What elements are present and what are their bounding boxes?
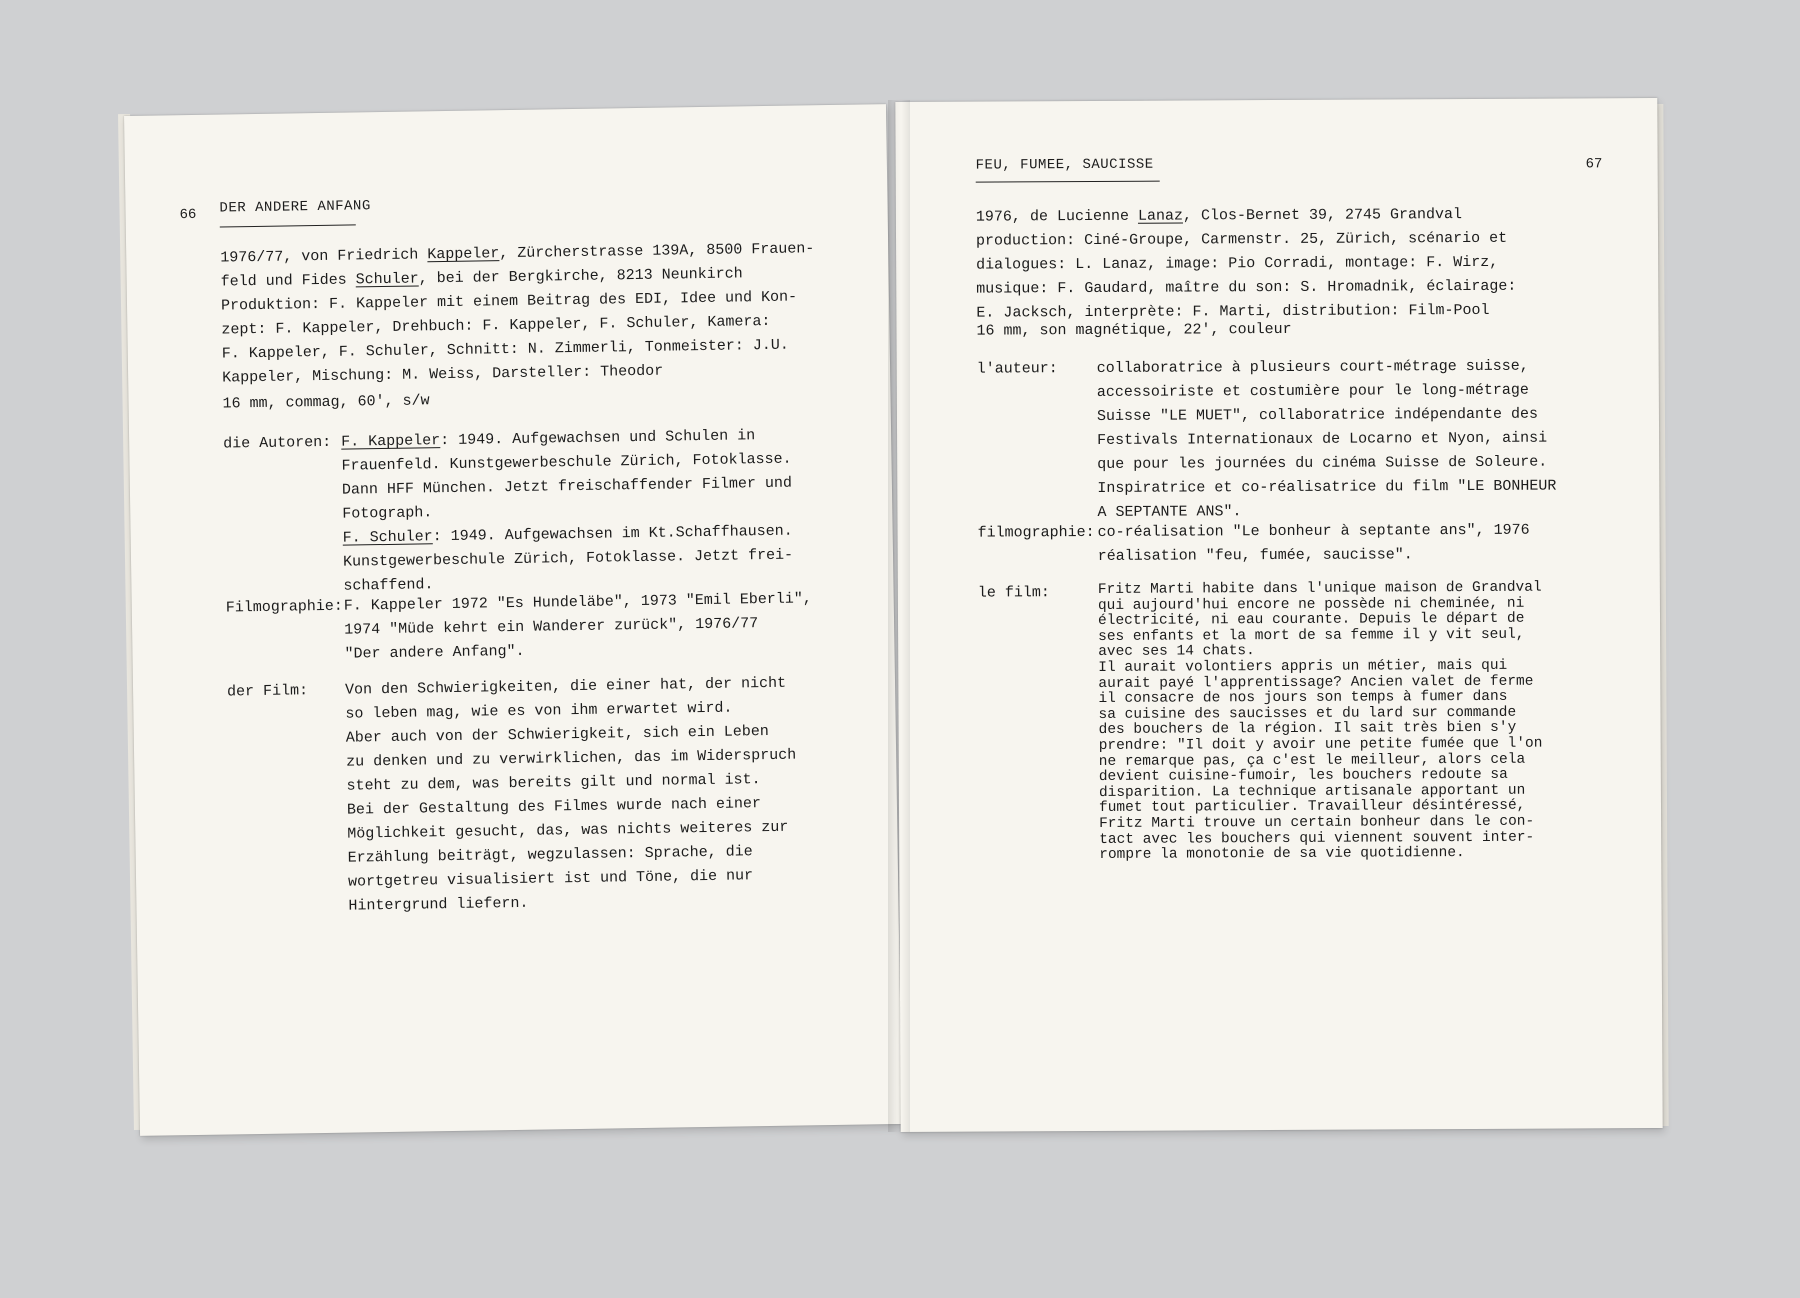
author-bio: : 1949. Aufgewachsen im Kt.Schaffhausen. Kunstgewerbeschule Zürich, Fotoklasse. Jetzt frei- schaffend. [342,522,794,595]
running-head: FEU, FUMEE, SAUCISSE [975,156,1154,174]
author-text: collaboratrice à plusieurs court-métrage suisse, accessoiriste et costumière pour le long-métrage Suisse "LE MUET", collaboratrice indépendante des Festivals Internationaux de Locarno et Nyon, ainsi que pour les journées du cinéma Suisse de Soleure. Inspiratrice et co-réalisatrice du film "LE BONHEUR A SEPTANTE ANS". [1096,357,1557,521]
intro-text: , Clos-Bernet 39, 2745 Grandval production: Ciné-Groupe, Carmenstr. 25, Zürich, scénario et dialogues: L. Lanaz, image: Pio Corradi, montage: F. Wirz, musique: F. Gaudard, maître du son: S. Hromadnik, éclairage: E. Jacksch, interprète: F. Marti, distribution: Film-Pool [975,206,1517,322]
film-text: Fritz Marti habite dans l'unique maison de Grandval qui aujourd'hui encore ne possède ni cheminée, ni électricité, ni eau courante. Depuis le départ de ses enfants et la mort de sa femme il y vit seul, avec ses 14 chats. Il aurait volontiers appris un métier, mais qui aurait payé l'apprentissage? Ancien valet de ferme il consacre de nos jours son temps à fumer dans sa cuisine des saucisses et du lard sur commande des bouchers de la région. Il sait très bien s'y prendre: "Il doit y avoir une petite fumée que l'on ne remarque pas, ça c'est le meilleur, alors cela devient cuisine-fumoir, les bouchers redoute sa disparition. La technique artisanale apportant un fumet tout particulier. Travailleur désintéressé, Fritz Marti trouve un certain bonheur dans le con- tact avec les bouchers qui viennent souvent inter- rompre la monotonie de sa vie quotidienne. [1097,579,1543,864]
director-name: Schuler [355,270,419,289]
authors-text [341,423,864,599]
book-gutter [888,100,910,1132]
intro-text: , Zürcherstrasse 139A, 8500 Frauen- feld und Fides [220,240,815,291]
film-label: der Film: [226,682,309,701]
intro-text: 1976/77, von Friedrich [220,246,428,267]
filmography-text: F. Kappeler 1972 "Es Hundeläbe", 1973 "Emil Eberli", 1974 "Müde kehrt ein Wanderer zurück", 1976/77 "Der andere Anfang". [343,590,812,663]
credits-paragraph [220,237,862,391]
film-label: le film: [977,584,1050,602]
director-name: Kappeler [427,245,500,264]
right-page [895,98,1662,1132]
left-page [124,104,902,1136]
director-name: Lanaz [1137,207,1184,225]
filmography-label: filmographie: [977,523,1095,542]
filmography-label: Filmographie: [225,597,343,617]
heading-rule [220,224,356,227]
filmography-text: co-réalisation "Le bonheur à septante ans", 1976 réalisation "feu, fumée, saucisse". [1097,521,1530,565]
credits-paragraph [976,202,1637,325]
author-name: F. Schuler [342,528,433,547]
intro-text: 1976, de Lucienne [975,207,1138,226]
author-label: l'auteur: [976,360,1058,378]
page-number: 66 [179,206,197,224]
page-number: 67 [1585,156,1603,173]
authors-label: die Autoren: [223,433,332,453]
intro-text: , bei der Bergkirche, 8213 Neunkirch Produktion: F. Kappeler mit einem Beitrag des EDI, Idee und Kon- zept: F. Kappeler, Drehbuch: F. Kappeler, F. Schuler, Kamera: F. Kappeler, F. Schuler, Schnitt: N. Zimmerli, Tonmeister: J.U. Kappeler, Mischung: M. Weiss, Darsteller: Theodor [220,265,798,387]
format-line: 16 mm, son magnétique, 22', couleur [976,320,1292,340]
author-bio: : 1949. Aufgewachsen und Schulen in Frauenfeld. Kunstgewerbeschule Zürich, Fotoklasse. Dann HFF München. Jetzt freischaffender Filmer und Fotograph. [341,427,793,523]
running-head: DER ANDERE ANFANG [219,198,371,217]
author-name: F. Kappeler [341,432,441,451]
film-text: Von den Schwierigkeiten, die einer hat, der nicht so leben mag, wie es von ihm erwartet wird. Aber auch von der Schwierigkeit, sich ein Leben zu denken und zu verwirklichen, das im Widerspruch steht zu dem, was bereits gilt und normal ist. Bei der Gestaltung des Filmes wurde nach einer Möglichkeit gesucht, das, was nichts weiteres zur Erzählung beiträgt, wegzulassen: Sprache, die wortgetreu visualisiert ist und Töne, die nur Hintergrund liefern. [344,674,797,915]
heading-rule [976,181,1160,183]
format-line: 16 mm, commag, 60', s/w [222,392,430,413]
